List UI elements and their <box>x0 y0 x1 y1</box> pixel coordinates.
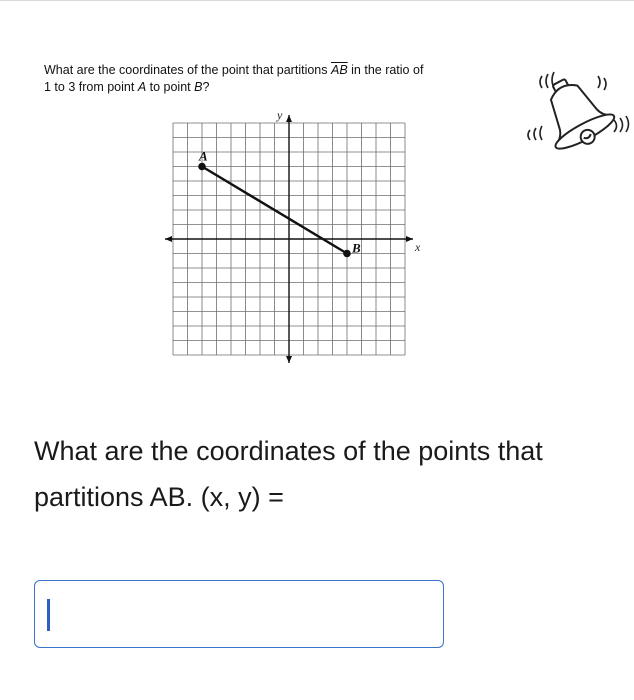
x-axis-arrow-left <box>165 236 172 242</box>
question-line1-before: What are the coordinates of the point that partitions <box>44 63 331 77</box>
y-axis-arrow-up <box>286 115 292 122</box>
answer-input[interactable] <box>35 581 443 647</box>
y-axis-label: y <box>277 108 283 122</box>
x-axis-label: x <box>415 240 420 254</box>
question-text <box>44 62 514 96</box>
point-b <box>343 250 351 258</box>
y-axis-arrow-down <box>286 356 292 363</box>
point-a <box>198 163 206 171</box>
coordinate-graph <box>160 108 420 368</box>
segment-ab-label: $\overline{AB}$ <box>330 63 348 77</box>
question-point-a: A <box>137 80 147 94</box>
answer-field[interactable] <box>34 580 444 648</box>
x-axis-arrow-right <box>406 236 413 242</box>
point-a-label: A <box>199 148 208 164</box>
question-point-b: B <box>194 80 203 94</box>
answer-prompt: What are the coordinates of the points that partitions AB. (x, y) = <box>34 436 543 512</box>
question-line2-a: 1 to 3 from point <box>44 80 138 94</box>
question-line2-c: ? <box>202 80 210 94</box>
text-caret <box>47 599 50 631</box>
question-line2-b: to point <box>146 80 195 94</box>
ringing-bell-icon <box>520 68 630 158</box>
question-line1-after: in the ratio of <box>347 63 424 77</box>
point-b-label: B <box>352 240 361 256</box>
